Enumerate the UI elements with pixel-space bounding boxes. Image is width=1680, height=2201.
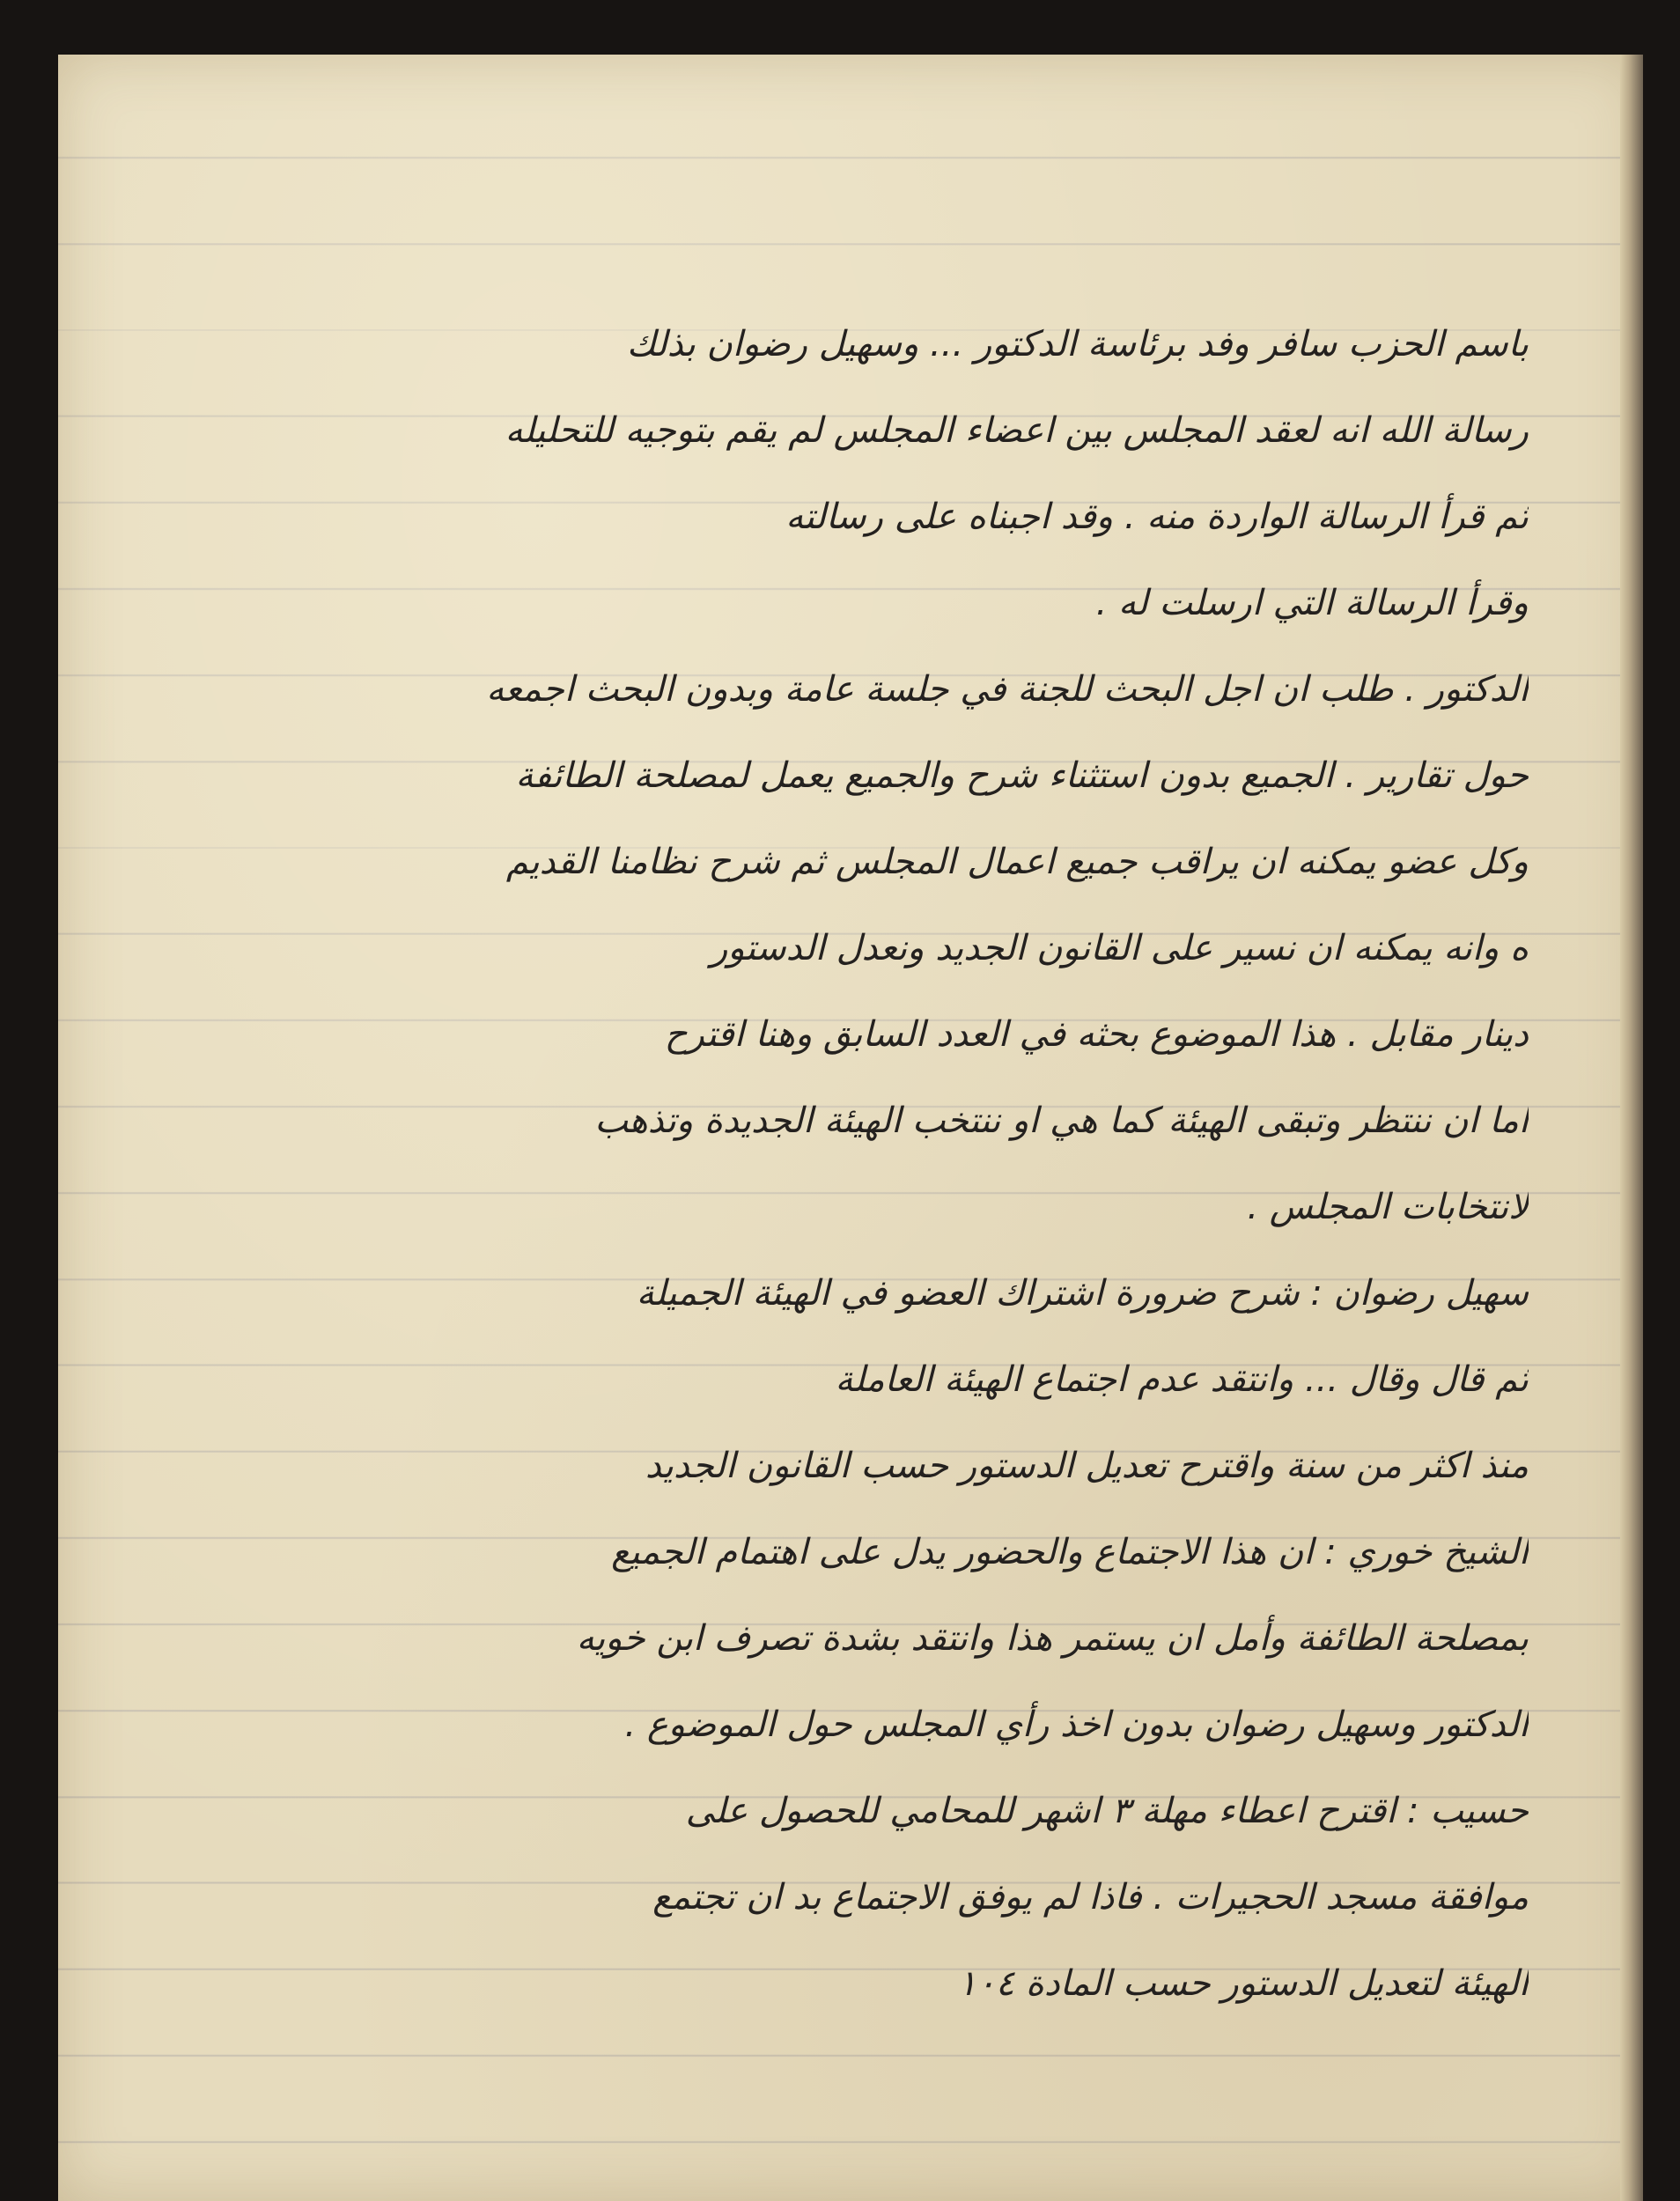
handwritten-line-7: وكل عضو يمكنه ان يراقب جميع اعمال المجلس ثم شرح نظامنا القديم (505, 842, 1529, 882)
handwritten-line-12: سهيل رضوان : شرح ضرورة اشتراك العضو في الهيئة الجميلة (636, 1273, 1529, 1314)
handwritten-line-15: الشيخ خوري : ان هذا الاجتماع والحضور يدل على اهتمام الجميع (611, 1532, 1529, 1572)
page-spine-edge (1620, 55, 1643, 2201)
notebook-page (58, 55, 1643, 2201)
handwritten-line-4: وقرأ الرسالة التي ارسلت له . (1095, 583, 1529, 623)
handwritten-text-block (190, 301, 1529, 2027)
handwritten-line-6: حول تقارير . الجميع بدون استثناء شرح والجميع يعمل لمصلحة الطائفة (515, 755, 1529, 796)
handwritten-line-8: ه وانه يمكنه ان نسير على القانون الجديد ونعدل الدستور (711, 928, 1529, 968)
handwritten-line-16: بمصلحة الطائفة وأمل ان يستمر هذا وانتقد بشدة تصرف ابن خويه (576, 1618, 1529, 1659)
handwritten-line-11: لانتخابات المجلس . (1247, 1187, 1529, 1227)
handwritten-line-19: موافقة مسجد الحجيرات . فاذا لم يوفق الاجتماع بد ان تجتمع (652, 1877, 1529, 1918)
handwritten-line-18: حسيب : اقترح اعطاء مهلة ٣ اشهر للمحامي للحصول على (685, 1791, 1529, 1831)
handwritten-line-2: رسالة الله انه لعقد المجلس بين اعضاء المجلس لم يقم بتوجيه للتحليله (505, 410, 1529, 451)
handwritten-line-3: ثم قرأ الرسالة الواردة منه . وقد اجبناه على رسالته (785, 497, 1529, 537)
handwritten-line-1: باسم الحزب سافر وفد برئاسة الدكتور ... وسهيل رضوان بذلك (626, 324, 1529, 364)
handwritten-line-13: ثم قال وقال ... وانتقد عدم اجتماع الهيئة العاملة (835, 1359, 1529, 1400)
handwritten-line-20: الهيئة لتعديل الدستور حسب المادة ١٠٤ (957, 1963, 1529, 2004)
handwritten-line-5: الدكتور . طلب ان اجل البحث للجنة في جلسة عامة وبدون البحث اجمعه (486, 669, 1529, 710)
handwritten-line-10: اما ان ننتظر وتبقى الهيئة كما هي او ننتخب الهيئة الجديدة وتذهب (594, 1100, 1529, 1141)
handwritten-line-14: منذ اكثر من سنة واقترح تعديل الدستور حسب القانون الجديد (645, 1446, 1529, 1486)
handwritten-line-17: الدكتور وسهيل رضوان بدون اخذ رأي المجلس حول الموضوع . (624, 1704, 1529, 1745)
handwritten-line-9: دينار مقابل . هذا الموضوع بحثه في العدد السابق وهنا اقترح (664, 1014, 1529, 1055)
